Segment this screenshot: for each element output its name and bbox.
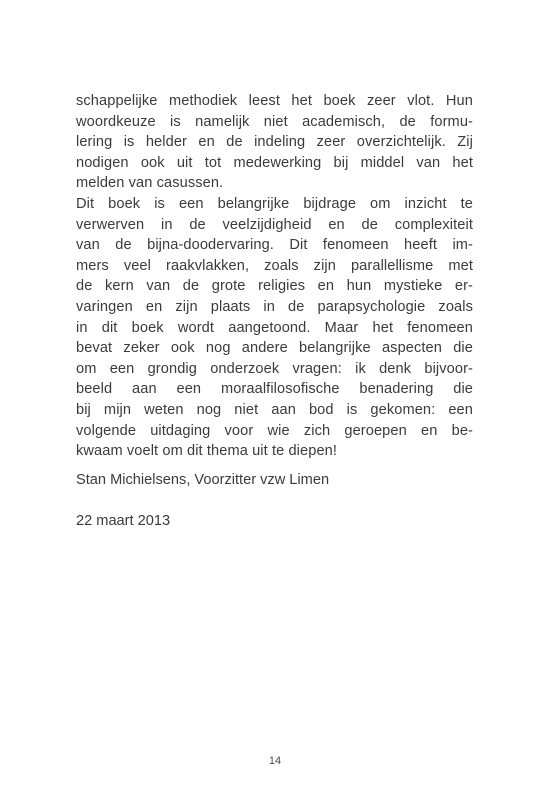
text-line: nodigen ook uit tot medewerking bij middel van het xyxy=(76,154,473,171)
text-line: woordkeuze is namelijk niet academisch, de formu- xyxy=(76,113,473,130)
text-line: verwerven in de veelzijdigheid en de complexiteit xyxy=(76,216,473,233)
text-line: de kern van de grote religies en hun mystieke er- xyxy=(76,278,473,295)
text-line: van de bijna-doodervaring. Dit fenomeen heeft im- xyxy=(76,237,473,254)
page-number: 14 xyxy=(268,755,282,767)
signature: Stan Michielsens, Voorzitter vzw Limen xyxy=(76,472,330,488)
text-line: varingen en zijn plaats in de parapsychologie zoals xyxy=(76,298,473,315)
text-line: om een grondig onderzoek vragen: ik denk bijvoor- xyxy=(76,360,473,377)
text-line: lering is helder en de indeling zeer overzichtelijk. Zij xyxy=(76,134,473,151)
text-line: bevat zeker ook nog andere belangrijke aspecten die xyxy=(76,340,473,357)
text-line: kwaam voelt om dit thema uit te diepen! xyxy=(76,443,338,460)
text-line: mers veel raakvlakken, zoals zijn parallellisme met xyxy=(76,257,473,274)
body-text xyxy=(76,91,473,462)
text-line: Dit boek is een belangrijke bijdrage om inzicht te xyxy=(76,195,473,212)
date: 22 maart 2013 xyxy=(76,513,171,529)
text-line: melden van casussen. xyxy=(76,175,224,192)
text-line: beeld aan een moraalfilosofische benadering die xyxy=(76,381,473,398)
text-line: bij mijn weten nog niet aan bod is gekomen: een xyxy=(76,401,473,418)
text-line: schappelijke methodiek leest het boek zeer vlot. Hun xyxy=(76,93,473,109)
text-line: in dit boek wordt aangetoond. Maar het fenomeen xyxy=(76,319,473,336)
text-line: volgende uitdaging voor wie zich geroepen en be- xyxy=(76,422,473,439)
